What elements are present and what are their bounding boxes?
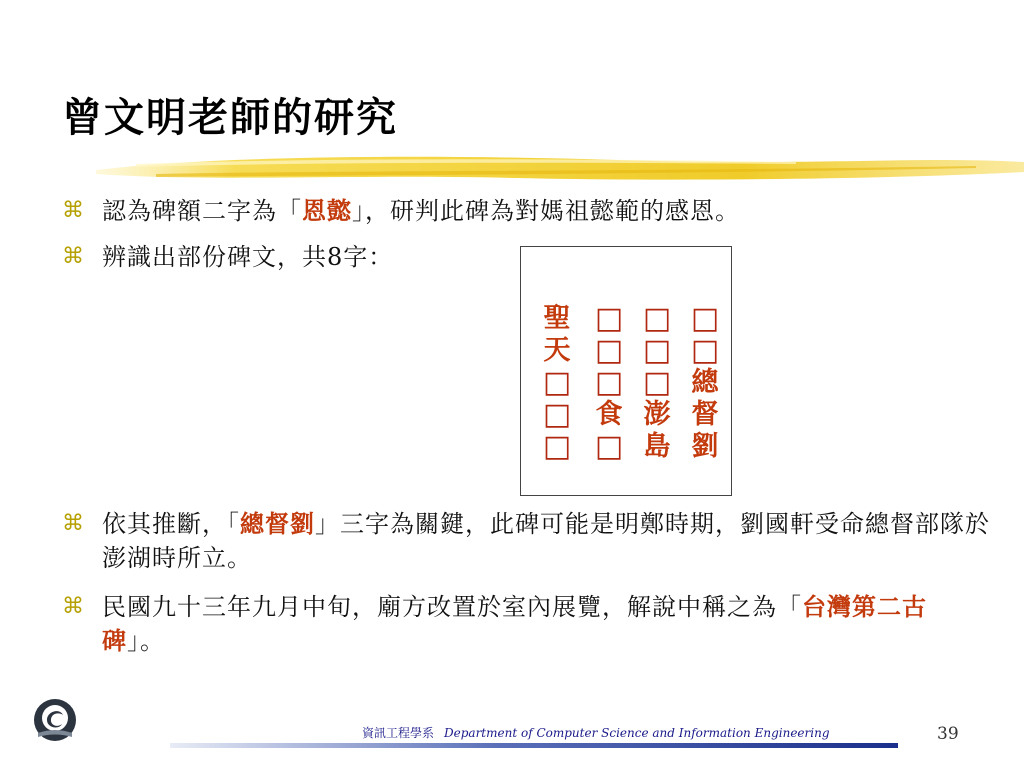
stele-char: 澎 [643, 399, 671, 430]
brush-stroke-decoration [96, 148, 1024, 188]
department-name-zh: 資訊工程學系 [362, 726, 435, 740]
highlight-text: 台灣第二古碑 [102, 592, 927, 655]
stele-column-4 [539, 303, 575, 463]
stele-char: □ [594, 365, 624, 400]
highlight-text: 總督劉 [240, 509, 315, 538]
stele-char: □ [642, 333, 672, 368]
command-key-icon: ⌘ [62, 511, 85, 536]
stele-char: □ [690, 301, 720, 336]
slide-title: 曾文明老師的研究 [62, 94, 398, 141]
bullet-item [62, 240, 562, 274]
footer-department [362, 724, 830, 742]
university-logo-icon [32, 697, 78, 743]
stele-char: 島 [643, 431, 671, 462]
bullet-text: 民國九十三年九月中旬，廟方改置於室內展覽，解說中稱之為「台灣第二古碑」。 [102, 592, 927, 655]
footer-divider [170, 743, 898, 748]
department-name-en: Department of Computer Science and Information Engineering [444, 726, 830, 740]
stele-char: □ [642, 365, 672, 400]
bullet-text: 辨識出部份碑文，共8字： [102, 243, 394, 271]
stele-char: □ [690, 333, 720, 368]
stele-char: □ [594, 333, 624, 368]
stele-column-3 [591, 303, 627, 463]
stele-char: 督 [691, 399, 719, 430]
bullet-text: 依其推斷，「總督劉」三字為關鍵，此碑可能是明鄭時期，劉國軒受命總督部隊於澎湖時所立。 [102, 509, 990, 572]
stele-char: □ [594, 429, 624, 464]
stele-char: 總 [691, 367, 719, 398]
command-key-icon: ⌘ [62, 244, 85, 269]
highlight-text: 恩懿 [302, 196, 352, 225]
bullet-text: 認為碑額二字為「恩懿」，研判此碑為對媽祖懿範的感恩。 [102, 196, 740, 225]
stele-char: □ [542, 365, 572, 400]
stele-inscription-box [520, 246, 732, 496]
bullet-item [62, 590, 962, 658]
stele-column-2 [639, 303, 675, 463]
command-key-icon: ⌘ [62, 594, 85, 619]
stele-char: 劉 [691, 431, 719, 462]
stele-column-1 [687, 303, 723, 463]
stele-char: 食 [595, 399, 623, 430]
page-number: 39 [937, 724, 959, 744]
bullet-item [62, 194, 1002, 228]
stele-char: 天 [543, 335, 571, 366]
bullet-item [62, 507, 1002, 575]
stele-char: □ [642, 301, 672, 336]
command-key-icon: ⌘ [62, 198, 85, 223]
stele-char: 聖 [543, 303, 571, 334]
stele-char: □ [594, 301, 624, 336]
stele-char: □ [542, 397, 572, 432]
stele-char: □ [542, 429, 572, 464]
